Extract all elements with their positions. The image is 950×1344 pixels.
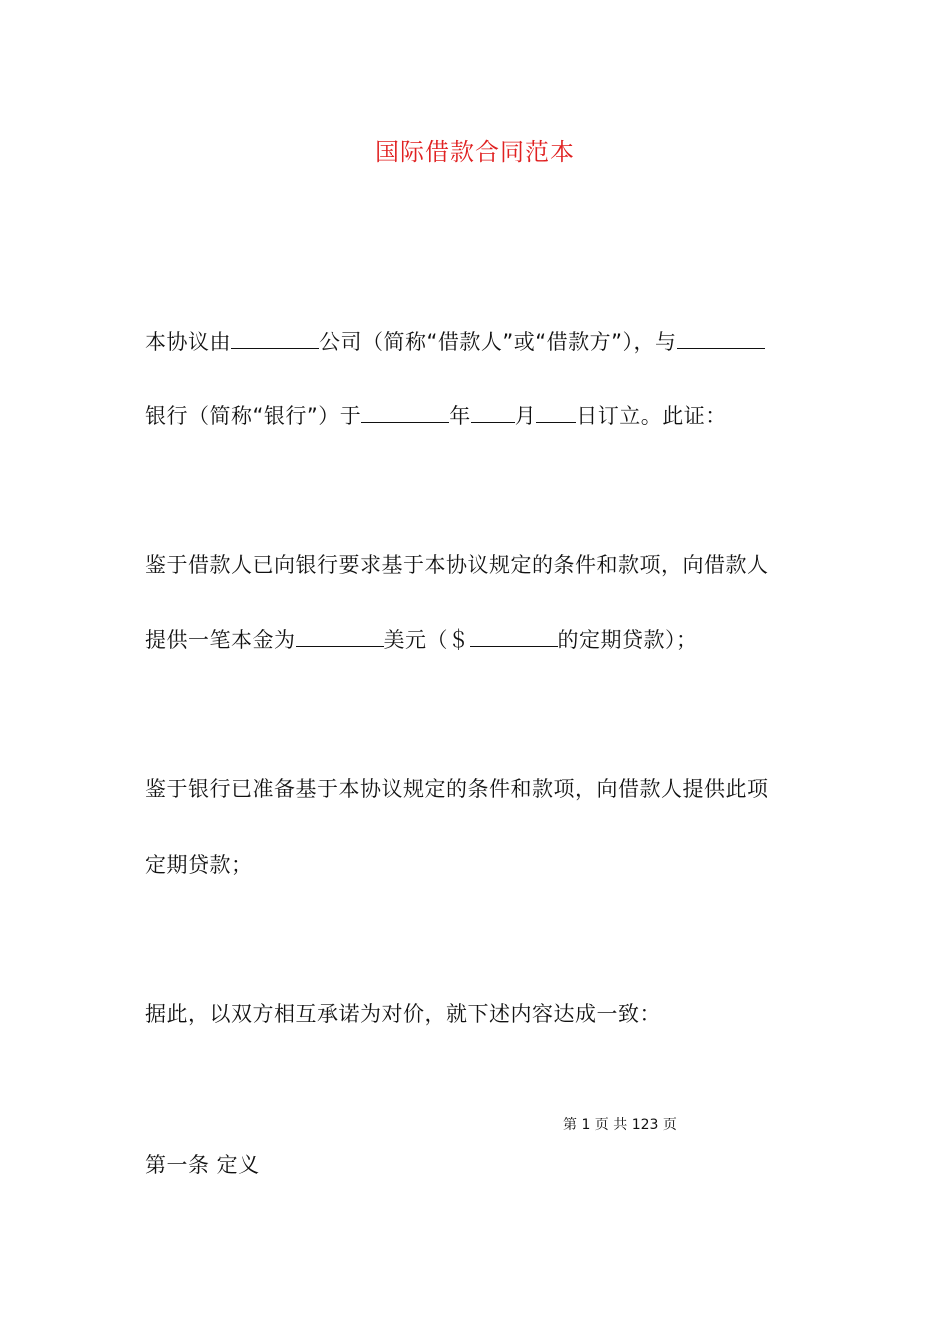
text-segment: 的定期贷款）； [557, 628, 698, 652]
page-number-footer: 第 1 页 共 123 页 [563, 1117, 677, 1133]
fill-in-blank-day [536, 404, 576, 423]
document-title: 国际借款合同范本 [375, 138, 575, 166]
section-heading: 第一条 定义 [145, 1153, 260, 1177]
text-segment: 银行（简称“银行”）于 [145, 404, 362, 428]
paragraph-3-line-1: 鉴于银行已准备基于本协议规定的条件和款项，向借款人提供此项 [145, 777, 769, 801]
text-segment: 提供一笔本金为 [145, 628, 296, 652]
fill-in-blank-amount [296, 628, 384, 647]
paragraph-4-line-1: 据此，以双方相互承诺为对价，就下述内容达成一致： [145, 1002, 661, 1026]
text-segment: 美元（＄ [383, 628, 470, 652]
text-segment: 月 [514, 404, 537, 428]
paragraph-2-line-1: 鉴于借款人已向银行要求基于本协议规定的条件和款项，向借款人 [145, 553, 769, 577]
text-segment: 日订立。此证： [576, 404, 727, 428]
fill-in-blank-year [361, 404, 449, 423]
fill-in-blank-dollar-amount [470, 628, 558, 647]
text-segment: 公司（简称“借款人”或“借款方”），与 [319, 330, 677, 354]
fill-in-blank-bank [677, 330, 765, 349]
paragraph-1-line-1 [145, 326, 765, 356]
paragraph-1-line-2 [145, 400, 727, 430]
paragraph-2-line-2 [145, 624, 698, 654]
text-segment: 年 [449, 404, 471, 428]
fill-in-blank-company [231, 330, 319, 349]
fill-in-blank-month [471, 404, 515, 423]
paragraph-3-line-2: 定期贷款； [145, 853, 253, 877]
text-segment: 本协议由 [145, 330, 231, 354]
